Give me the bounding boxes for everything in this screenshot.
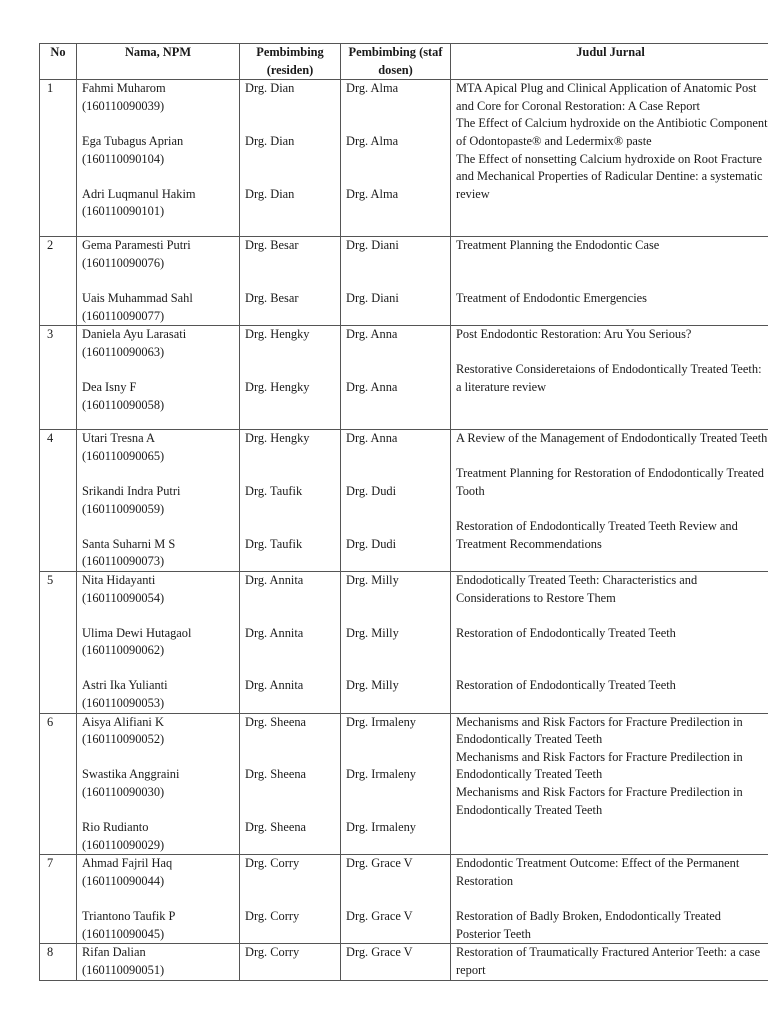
group-number: 5 bbox=[40, 571, 77, 713]
journal-title: MTA Apical Plug and Clinical Application of Anatomic Post and Core for Coronal Restoration: A Case Report bbox=[456, 81, 757, 113]
resident-supervisor: Drg. Dian bbox=[245, 186, 295, 201]
staff-supervisor: Drg. Alma bbox=[346, 133, 399, 148]
journal-title-cell bbox=[451, 80, 768, 237]
student-npm: (160110090030) bbox=[82, 785, 165, 800]
name-cell bbox=[77, 713, 240, 855]
staff-supervisor-cell bbox=[341, 80, 451, 237]
journal-title: Restoration of Endodontically Treated Teeth Review and Treatment Recommendations bbox=[456, 519, 738, 551]
staff-supervisor-cell bbox=[341, 855, 451, 944]
journal-assignment-table bbox=[39, 43, 768, 981]
group-number: 8 bbox=[40, 944, 77, 980]
staff-supervisor: Drg. Irmaleny bbox=[346, 714, 416, 729]
resident-supervisor: Drg. Sheena bbox=[245, 767, 307, 782]
journal-title: Restoration of Badly Broken, Endodontically Treated Posterior Teeth bbox=[456, 909, 721, 941]
journal-title-cell bbox=[451, 237, 768, 326]
journal-title-cell bbox=[451, 571, 768, 713]
student-name: Nita Hidayanti bbox=[82, 572, 156, 587]
staff-supervisor: Drg. Anna bbox=[346, 327, 398, 342]
staff-supervisor: Drg. Milly bbox=[346, 625, 399, 640]
staff-supervisor-cell bbox=[341, 326, 451, 430]
journal-title: Endodontic Treatment Outcome: Effect of the Permanent Restoration bbox=[456, 856, 740, 888]
header-no: No bbox=[40, 44, 77, 80]
student-name: Adri Luqmanul Hakim bbox=[82, 186, 196, 201]
name-cell bbox=[77, 430, 240, 572]
group-row bbox=[40, 430, 768, 572]
journal-title: The Effect of nonsetting Calcium hydroxide on Root Fracture and Mechanical Properties of Radicular Dentine: a systematic review bbox=[456, 151, 763, 201]
student-name: Srikandi Indra Putri bbox=[82, 483, 181, 498]
group-row bbox=[40, 326, 768, 430]
student-name: Aisya Alifiani K bbox=[82, 714, 164, 729]
resident-supervisor-cell bbox=[240, 237, 341, 326]
staff-supervisor: Drg. Diani bbox=[346, 290, 399, 305]
journal-title: Endodotically Treated Teeth: Characteristics and Considerations to Restore Them bbox=[456, 572, 698, 605]
group-row bbox=[40, 237, 768, 326]
journal-assignment-table-container bbox=[39, 43, 768, 981]
staff-supervisor: Drg. Diani bbox=[346, 238, 399, 253]
resident-supervisor: Drg. Corry bbox=[245, 945, 300, 960]
staff-supervisor-cell bbox=[341, 713, 451, 855]
student-npm: (160110090101) bbox=[82, 204, 165, 219]
header-row bbox=[40, 44, 768, 80]
resident-supervisor: Drg. Besar bbox=[245, 238, 299, 253]
student-npm: (160110090062) bbox=[82, 643, 165, 658]
student-name: Rifan Dalian bbox=[82, 945, 146, 960]
group-number: 4 bbox=[40, 430, 77, 572]
student-name: Swastika Anggraini bbox=[82, 767, 180, 782]
resident-supervisor: Drg. Sheena bbox=[245, 714, 307, 729]
student-npm: (160110090051) bbox=[82, 962, 165, 977]
student-npm: (160110090063) bbox=[82, 344, 165, 359]
student-npm: (160110090045) bbox=[82, 926, 165, 941]
name-cell bbox=[77, 237, 240, 326]
student-name: Daniela Ayu Larasati bbox=[82, 327, 187, 342]
resident-supervisor: Drg. Hengky bbox=[245, 379, 310, 394]
student-name: Gema Paramesti Putri bbox=[82, 238, 191, 253]
resident-supervisor: Drg. Besar bbox=[245, 290, 299, 305]
resident-supervisor: Drg. Annita bbox=[245, 678, 304, 693]
journal-title: Treatment Planning for Restoration of Endodontically Treated Tooth bbox=[456, 466, 764, 498]
staff-supervisor-cell bbox=[341, 237, 451, 326]
resident-supervisor-cell bbox=[240, 855, 341, 944]
journal-title: A Review of the Management of Endodontically Treated Teeth bbox=[456, 431, 768, 446]
journal-title: Restoration of Endodontically Treated Teeth bbox=[456, 625, 676, 640]
resident-supervisor-cell bbox=[240, 430, 341, 572]
student-npm: (160110090104) bbox=[82, 151, 165, 166]
name-cell bbox=[77, 326, 240, 430]
group-number: 2 bbox=[40, 237, 77, 326]
resident-supervisor: Drg. Annita bbox=[245, 572, 304, 587]
staff-supervisor: Drg. Grace V bbox=[346, 856, 413, 871]
student-name: Ega Tubagus Aprian bbox=[82, 133, 184, 148]
staff-supervisor: Drg. Anna bbox=[346, 379, 398, 394]
group-row bbox=[40, 713, 768, 855]
group-number: 3 bbox=[40, 326, 77, 430]
resident-supervisor-cell bbox=[240, 326, 341, 430]
staff-supervisor: Drg. Alma bbox=[346, 81, 399, 96]
journal-title: Restoration of Endodontically Treated Teeth bbox=[456, 678, 676, 693]
journal-title: Restorative Consideretaions of Endodontically Treated Teeth: a literature review bbox=[456, 362, 762, 394]
name-cell bbox=[77, 80, 240, 237]
staff-supervisor-cell bbox=[341, 944, 451, 980]
name-cell bbox=[77, 855, 240, 944]
staff-supervisor-cell bbox=[341, 571, 451, 713]
resident-supervisor-cell bbox=[240, 80, 341, 237]
student-name: Rio Rudianto bbox=[82, 820, 149, 835]
journal-title-cell bbox=[451, 713, 768, 855]
journal-title: Mechanisms and Risk Factors for Fracture Predilection in Endodontically Treated Teeth bbox=[456, 785, 743, 817]
resident-supervisor: Drg. Taufik bbox=[245, 483, 303, 498]
resident-supervisor: Drg. Dian bbox=[245, 81, 295, 96]
student-npm: (160110090077) bbox=[82, 308, 165, 323]
group-number: 7 bbox=[40, 855, 77, 944]
student-npm: (160110090052) bbox=[82, 732, 165, 747]
journal-title-cell bbox=[451, 855, 768, 944]
journal-title: Treatment of Endodontic Emergencies bbox=[456, 290, 647, 305]
resident-supervisor-cell bbox=[240, 571, 341, 713]
staff-supervisor: Drg. Anna bbox=[346, 431, 398, 446]
staff-supervisor: Drg. Milly bbox=[346, 572, 399, 587]
group-number: 6 bbox=[40, 713, 77, 855]
journal-title-cell bbox=[451, 326, 768, 430]
group-row bbox=[40, 571, 768, 713]
header-supervisor-resident: Pembimbing (residen) bbox=[240, 44, 341, 80]
student-name: Uais Muhammad Sahl bbox=[82, 290, 193, 305]
student-npm: (160110090053) bbox=[82, 696, 165, 711]
resident-supervisor-cell bbox=[240, 944, 341, 980]
staff-supervisor: Drg. Dudi bbox=[346, 536, 397, 551]
group-number: 1 bbox=[40, 80, 77, 237]
group-row bbox=[40, 855, 768, 944]
student-npm: (160110090073) bbox=[82, 554, 165, 569]
header-supervisor-staff: Pembimbing (staf dosen) bbox=[341, 44, 451, 80]
journal-title: Treatment Planning the Endodontic Case bbox=[456, 238, 660, 253]
student-npm: (160110090065) bbox=[82, 448, 165, 463]
student-name: Dea Isny F bbox=[82, 379, 137, 394]
staff-supervisor: Drg. Alma bbox=[346, 186, 399, 201]
journal-title-cell bbox=[451, 944, 768, 980]
name-cell bbox=[77, 944, 240, 980]
student-name: Fahmi Muharom bbox=[82, 81, 166, 96]
student-npm: (160110090044) bbox=[82, 874, 165, 888]
resident-supervisor: Drg. Corry bbox=[245, 856, 300, 871]
resident-supervisor: Drg. Hengky bbox=[245, 431, 310, 446]
journal-title: The Effect of Calcium hydroxide on the Antibiotic Component of Odontopaste® and Ledermix® paste bbox=[456, 116, 768, 148]
student-name: Santa Suharni M S bbox=[82, 536, 176, 551]
resident-supervisor: Drg. Corry bbox=[245, 909, 300, 924]
resident-supervisor: Drg. Sheena bbox=[245, 820, 307, 835]
student-npm: (160110090076) bbox=[82, 255, 165, 270]
staff-supervisor-cell bbox=[341, 430, 451, 572]
student-npm: (160110090059) bbox=[82, 501, 165, 516]
journal-title: Mechanisms and Risk Factors for Fracture Predilection in Endodontically Treated Teeth bbox=[456, 749, 743, 782]
resident-supervisor: Drg. Hengky bbox=[245, 327, 310, 342]
resident-supervisor: Drg. Taufik bbox=[245, 536, 303, 551]
student-name: Ahmad Fajril Haq bbox=[82, 856, 173, 871]
student-name: Ulima Dewi Hutagaol bbox=[82, 625, 192, 640]
staff-supervisor: Drg. Irmaleny bbox=[346, 820, 416, 835]
resident-supervisor-cell bbox=[240, 713, 341, 855]
group-row bbox=[40, 80, 768, 237]
name-cell bbox=[77, 571, 240, 713]
header-name: Nama, NPM bbox=[77, 44, 240, 80]
staff-supervisor: Drg. Milly bbox=[346, 678, 399, 693]
resident-supervisor: Drg. Annita bbox=[245, 625, 304, 640]
journal-title: Restoration of Traumatically Fractured Anterior Teeth: a case report bbox=[456, 945, 761, 977]
journal-title: Mechanisms and Risk Factors for Fracture Predilection in Endodontically Treated Teeth bbox=[456, 714, 743, 747]
student-name: Astri Ika Yulianti bbox=[82, 678, 168, 693]
journal-title-cell bbox=[451, 430, 768, 572]
journal-title: Post Endodontic Restoration: Aru You Serious? bbox=[456, 327, 692, 342]
staff-supervisor: Drg. Irmaleny bbox=[346, 767, 416, 782]
resident-supervisor: Drg. Dian bbox=[245, 133, 295, 148]
staff-supervisor: Drg. Dudi bbox=[346, 483, 397, 498]
student-name: Triantono Taufik P bbox=[82, 909, 176, 924]
student-name: Utari Tresna A bbox=[82, 431, 155, 446]
student-npm: (160110090058) bbox=[82, 397, 165, 412]
staff-supervisor: Drg. Grace V bbox=[346, 909, 413, 924]
student-npm: (160110090029) bbox=[82, 837, 165, 852]
staff-supervisor: Drg. Grace V bbox=[346, 945, 413, 960]
student-npm: (160110090054) bbox=[82, 590, 165, 605]
group-row bbox=[40, 944, 768, 980]
header-journal-title: Judul Jurnal bbox=[451, 44, 768, 80]
student-npm: (160110090039) bbox=[82, 98, 165, 113]
